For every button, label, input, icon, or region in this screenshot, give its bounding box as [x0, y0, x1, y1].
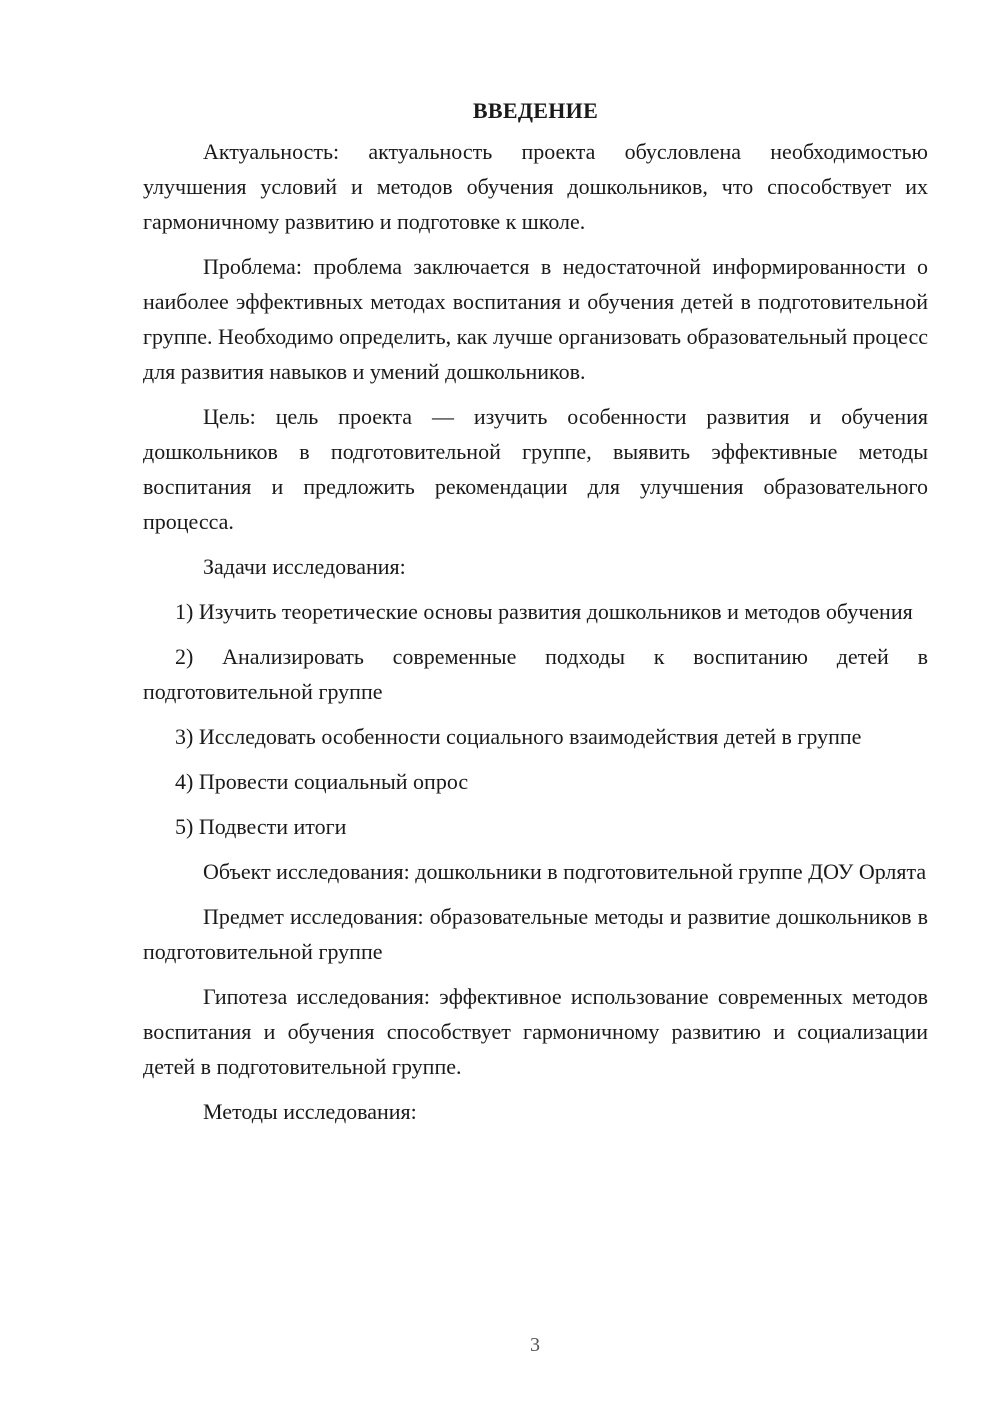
- task-item-1: 1) Изучить теоретические основы развития дошкольников и методов обучения: [175, 599, 913, 624]
- object-paragraph: Объект исследования: дошкольники в подготовительной группе ДОУ Орлята: [203, 859, 927, 884]
- subject-paragraph: Предмет исследования: образовательные методы и развитие дошкольников в подготовительной группе: [143, 904, 928, 964]
- hypothesis-paragraph: Гипотеза исследования: эффективное использование современных методов воспитания и обучения способствует гармоничному развитию и социализации детей в подготовительной группе.: [143, 984, 928, 1079]
- task-item-3: 3) Исследовать особенности социального взаимодействия детей в группе: [175, 724, 862, 749]
- document-page: [143, 93, 928, 1139]
- task-item-5: 5) Подвести итоги: [175, 814, 347, 839]
- problem-paragraph: Проблема: проблема заключается в недостаточной информированности о наиболее эффективных методах воспитания и обучения детей в подготовительной группе. Необходимо определить, как лучше организовать образовательный процесс для развития навыков и умений дошкольников.: [143, 254, 928, 384]
- relevance-paragraph: Актуальность: актуальность проекта обусловлена необходимостью улучшения условий и методов обучения дошкольников, что способствует их гармоничному развитию и подготовке к школе.: [143, 139, 928, 234]
- task-item-2: 2) Анализировать современные подходы к воспитанию детей в подготовительной группе: [143, 644, 928, 704]
- tasks-heading: Задачи исследования:: [203, 554, 406, 579]
- goal-paragraph: Цель: цель проекта — изучить особенности развития и обучения дошкольников в подготовительной группе, выявить эффективные методы воспитания и предложить рекомендации для улучшения образовательного процесса.: [143, 404, 928, 534]
- page-title: ВВЕДЕНИЕ: [472, 98, 599, 123]
- page-number: 3: [530, 1334, 540, 1356]
- task-item-4: 4) Провести социальный опрос: [175, 769, 469, 794]
- methods-heading: Методы исследования:: [203, 1099, 417, 1124]
